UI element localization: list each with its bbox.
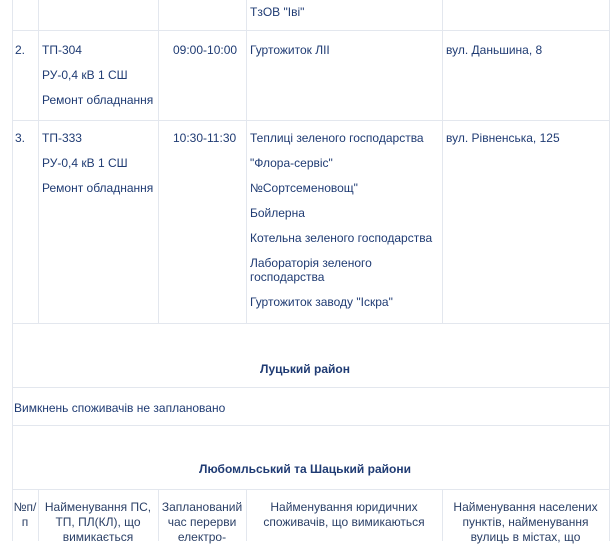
outage-time: 09:00-10:00 bbox=[173, 43, 238, 57]
object-line: ТП-333 bbox=[42, 131, 82, 145]
column-divider bbox=[158, 0, 159, 323]
consumer-name: "Флора-сервіс" bbox=[250, 156, 333, 170]
row-divider bbox=[12, 120, 610, 121]
consumer-name: ТзОВ "Іві" bbox=[250, 5, 305, 19]
consumer-name: господарства bbox=[250, 270, 325, 284]
header-num: №п/ п bbox=[13, 500, 37, 529]
row-divider bbox=[12, 30, 610, 31]
address: вул. Рівненська, 125 bbox=[446, 131, 560, 145]
row-number: 2. bbox=[15, 43, 26, 57]
object-line: РУ-0,4 кВ 1 СШ bbox=[42, 156, 128, 170]
object-cell bbox=[42, 43, 153, 107]
outage-time: 10:30-11:30 bbox=[173, 131, 237, 145]
row-divider bbox=[12, 323, 610, 324]
consumer-name: Котельна зеленого господарства bbox=[250, 231, 433, 245]
object-line: Ремонт обладнання bbox=[42, 93, 154, 107]
column-divider bbox=[38, 0, 39, 323]
consumer-name: №Сортсеменовощ" bbox=[250, 181, 358, 195]
row-number: 3. bbox=[15, 131, 26, 145]
object-line: Ремонт обладнання bbox=[42, 181, 154, 195]
column-divider bbox=[246, 0, 247, 323]
consumer-name: Бойлерна bbox=[250, 206, 305, 220]
column-divider bbox=[442, 0, 443, 323]
header-address: Найменування населених пунктів, найменування вулиць в містах, що bbox=[453, 500, 598, 544]
no-outages-note: Вимкнень споживачів не заплановано bbox=[14, 401, 226, 415]
consumer-name: Гуртожиток заводу "Іскра" bbox=[250, 295, 393, 309]
consumers-cell bbox=[250, 131, 432, 309]
column-divider bbox=[12, 0, 13, 323]
object-line: ТП-304 bbox=[42, 43, 82, 57]
header-object: Найменування ПС, ТП, ПЛ(КЛ), що вимикається bbox=[44, 500, 152, 544]
consumer-name: Гуртожиток ЛІІ bbox=[250, 43, 330, 57]
address: вул. Даньшина, 8 bbox=[446, 43, 543, 57]
object-cell bbox=[42, 131, 153, 195]
section-title-lutsk: Луцький район bbox=[260, 362, 350, 376]
header-consumers: Найменування юридичних споживачів, що вимикаються bbox=[263, 500, 425, 529]
row-divider bbox=[12, 425, 610, 426]
consumer-name: Лабораторія зеленого bbox=[250, 256, 372, 270]
consumer-name: Теплиці зеленого господарства bbox=[250, 131, 424, 145]
row-divider bbox=[12, 489, 610, 490]
object-line: РУ-0,4 кВ 1 СШ bbox=[42, 68, 128, 82]
section-title-lyuboml-shatsk: Любомльський та Шацький райони bbox=[199, 462, 411, 476]
header-time: Запланований час перерви електро- bbox=[161, 500, 243, 544]
row-divider bbox=[12, 387, 610, 388]
